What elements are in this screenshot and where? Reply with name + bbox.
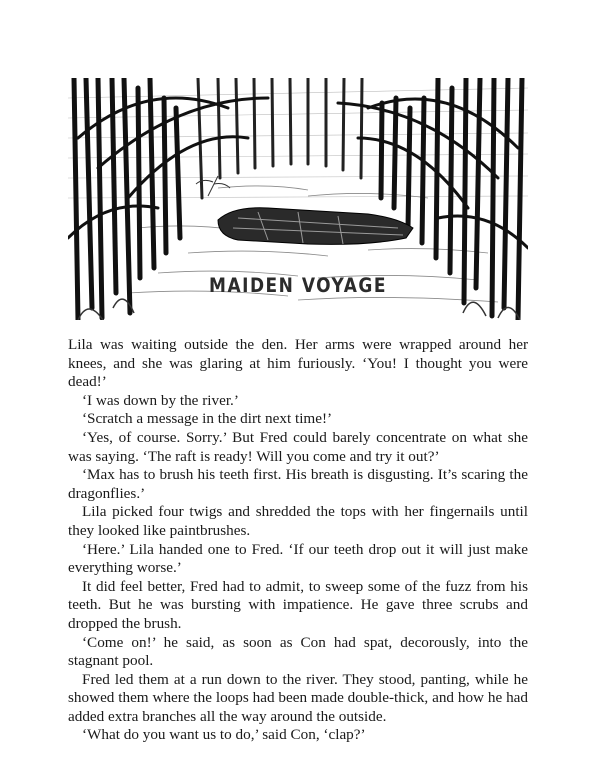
paragraph: It did feel better, Fred had to admit, to sweep some of the fuzz from his teeth. But he was bursting with impatience. He gave three scrubs and dropped the brush. — [68, 577, 528, 632]
chapter-title: MAIDEN VOYAGE — [209, 274, 387, 298]
paragraph: ‘Scratch a message in the dirt next time!’ — [82, 410, 333, 428]
raft-shape — [218, 208, 413, 245]
paragraph: ‘Max has to brush his teeth first. His breath is disgusting. It’s scaring the dragonflies.’ — [68, 466, 528, 502]
paragraph: ‘I was down by the river.’ — [82, 391, 239, 409]
paragraph: Fred led them at a run down to the river. They stood, panting, while he showed them where the loops had been made double-thick, and how he had added extra branches all the way around the outside. — [68, 670, 528, 725]
paragraph: ‘Here.’ Lila handed one to Fred. ‘If our teeth drop out it will just make everything worse.’ — [68, 540, 528, 577]
body-text — [68, 336, 528, 745]
paragraph: Lila picked four twigs and shredded the tops with her fingernails until they looked like paintbrushes. — [68, 503, 528, 539]
paragraph: ‘What do you want us to do,’ said Con, ‘clap?’ — [82, 726, 366, 744]
paragraph: Lila was waiting outside the den. Her arms were wrapped around her knees, and she was glaring at him furiously. ‘You! I thought you were dead!’ — [68, 336, 528, 391]
paragraph: ‘Come on!’ he said, as soon as Con had spat, decorously, into the stagnant pool. — [68, 633, 528, 670]
paragraph: ‘Yes, of course. Sorry.’ But Fred could barely concentrate on what she was saying. ‘The raft is ready! Will you come and try it out?’ — [68, 428, 528, 465]
